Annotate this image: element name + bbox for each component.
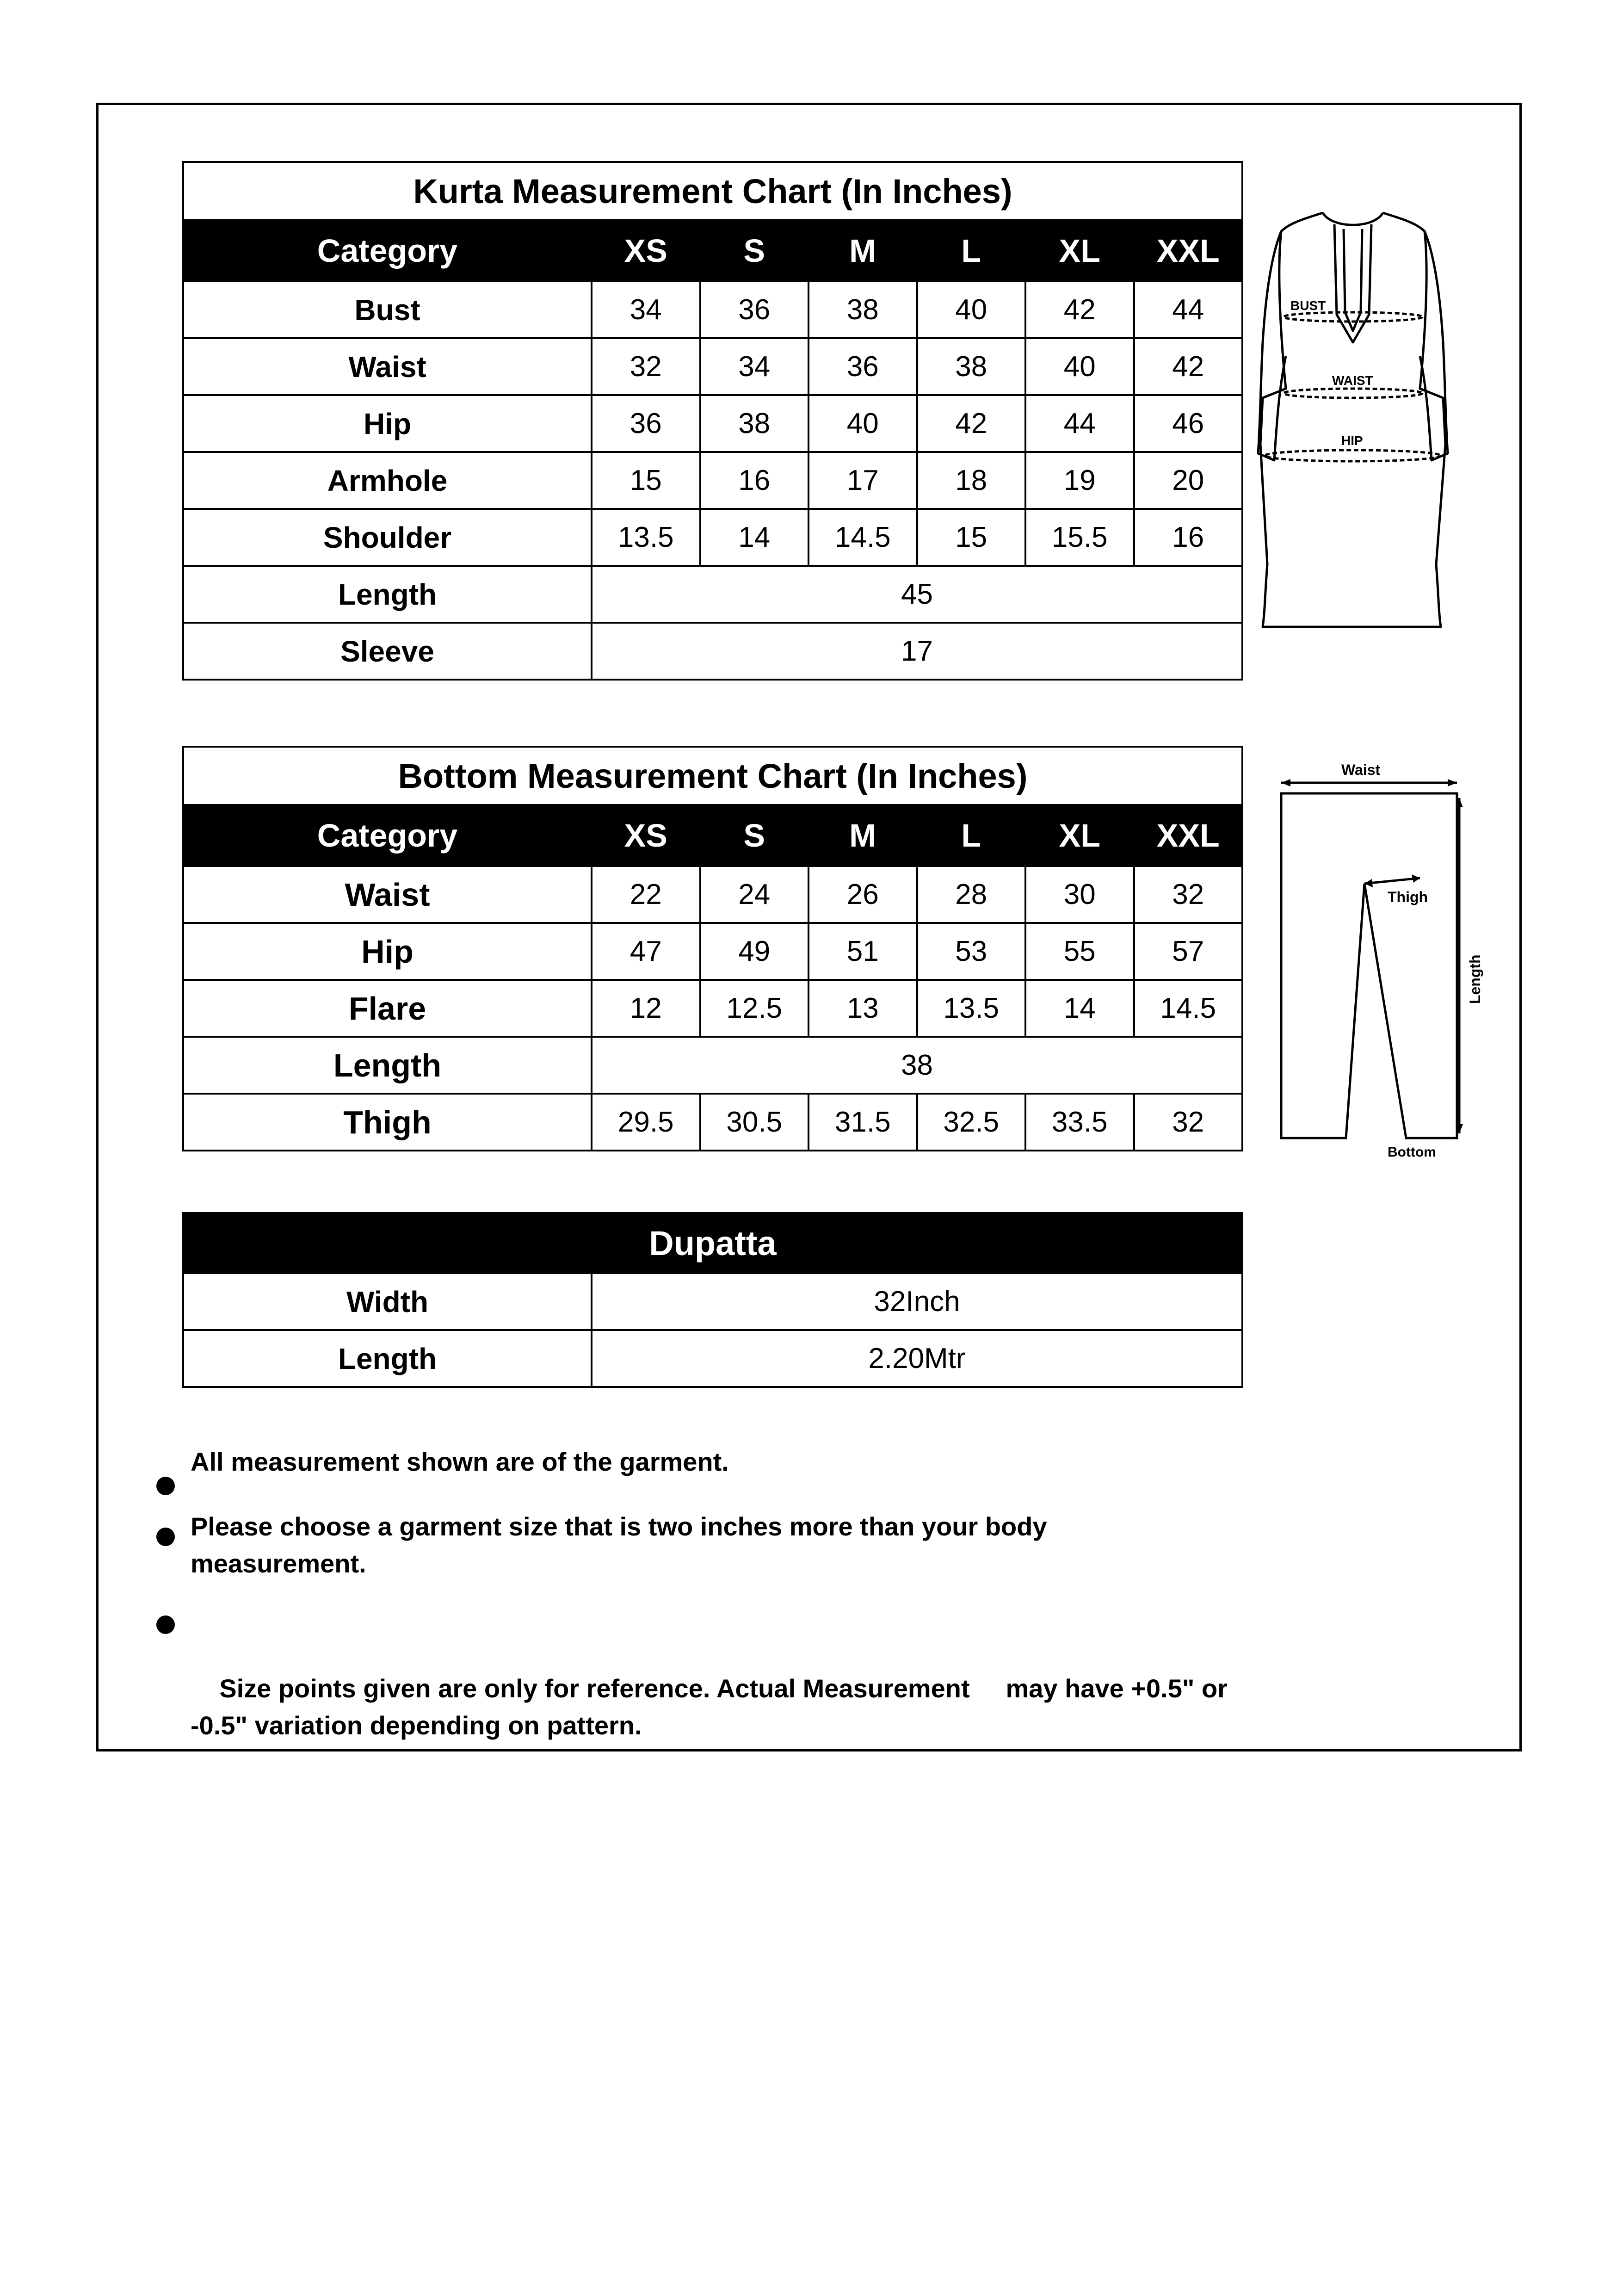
dupatta-title: Dupatta [183, 1213, 1242, 1273]
header-size: M [808, 220, 917, 281]
bullet-icon [156, 1477, 175, 1495]
bullet-icon [156, 1528, 175, 1546]
cell-value: 14.5 [1134, 980, 1243, 1037]
cell-value: 31.5 [808, 1094, 917, 1151]
header-size: XXL [1134, 805, 1243, 866]
header-size: XS [592, 220, 700, 281]
note-text: All measurement shown are of the garment. [191, 1447, 729, 1476]
cell-value: 42 [1025, 281, 1134, 338]
note-item [153, 1508, 1106, 1582]
cell-value: 33.5 [1025, 1094, 1134, 1151]
cell-value: 16 [1134, 509, 1243, 566]
cell-value: 32.5 [917, 1094, 1026, 1151]
table-row [183, 452, 1242, 509]
cell-value: 38 [592, 1037, 1242, 1094]
cell-value: 30 [1025, 866, 1134, 923]
row-label: Flare [183, 980, 592, 1037]
cell-value: 32Inch [592, 1273, 1242, 1330]
cell-value: 15.5 [1025, 509, 1134, 566]
header-category: Category [183, 220, 592, 281]
length-label: Length [1467, 954, 1483, 1004]
cell-value: 16 [700, 452, 809, 509]
cell-value: 12.5 [700, 980, 809, 1037]
cell-value: 26 [808, 866, 917, 923]
header-size: S [700, 220, 809, 281]
table-row [183, 338, 1242, 395]
cell-value: 40 [917, 281, 1026, 338]
cell-value: 28 [917, 866, 1026, 923]
cell-value: 40 [1025, 338, 1134, 395]
cell-value: 32 [1134, 1094, 1243, 1151]
cell-value: 29.5 [592, 1094, 700, 1151]
header-size: L [917, 805, 1026, 866]
cell-value: 14 [700, 509, 809, 566]
bottom-chart-title: Bottom Measurement Chart (In Inches) [183, 747, 1242, 805]
cell-value: 30.5 [700, 1094, 809, 1151]
cell-value: 24 [700, 866, 809, 923]
row-label: Length [183, 1037, 592, 1094]
table-row [183, 566, 1242, 623]
table-row [183, 1273, 1242, 1330]
row-label: Hip [183, 395, 592, 452]
cell-value: 34 [592, 281, 700, 338]
row-label: Hip [183, 923, 592, 980]
bottom-illustration [1267, 754, 1508, 1161]
row-label: Waist [183, 866, 592, 923]
table-row [183, 1330, 1242, 1387]
waist-label: Waist [1341, 761, 1381, 778]
row-label: Width [183, 1273, 592, 1330]
row-label: Length [183, 1330, 592, 1387]
table-row [183, 281, 1242, 338]
cell-value: 13 [808, 980, 917, 1037]
header-size: XS [592, 805, 700, 866]
cell-value: 57 [1134, 923, 1243, 980]
waist-label: WAIST [1332, 373, 1373, 388]
table-row [183, 1037, 1242, 1094]
table-row [183, 395, 1242, 452]
cell-value: 42 [1134, 338, 1243, 395]
cell-value: 34 [700, 338, 809, 395]
cell-value: 40 [808, 395, 917, 452]
bottom-measurement-table [182, 746, 1243, 1151]
dupatta-table [182, 1212, 1243, 1388]
cell-value: 38 [917, 338, 1026, 395]
cell-value: 12 [592, 980, 700, 1037]
cell-value: 22 [592, 866, 700, 923]
table-row [183, 623, 1242, 680]
cell-value: 42 [917, 395, 1026, 452]
row-label: Shoulder [183, 509, 592, 566]
table-row [183, 923, 1242, 980]
cell-value: 46 [1134, 395, 1243, 452]
kurta-chart-title: Kurta Measurement Chart (In Inches) [183, 162, 1242, 220]
row-label: Length [183, 566, 592, 623]
row-label: Sleeve [183, 623, 592, 680]
header-size: M [808, 805, 917, 866]
header-size: S [700, 805, 809, 866]
thigh-label: Thigh [1388, 889, 1428, 905]
header-size: XXL [1134, 220, 1243, 281]
cell-value: 53 [917, 923, 1026, 980]
row-label: Waist [183, 338, 592, 395]
cell-value: 51 [808, 923, 917, 980]
cell-value: 20 [1134, 452, 1243, 509]
kurta-illustration [1253, 204, 1457, 638]
header-size: XL [1025, 805, 1134, 866]
cell-value: 15 [917, 509, 1026, 566]
cell-value: 36 [700, 281, 809, 338]
cell-value: 32 [592, 338, 700, 395]
cell-value: 13.5 [917, 980, 1026, 1037]
hip-label: HIP [1341, 433, 1363, 448]
kurta-measurement-table [182, 161, 1243, 681]
cell-value: 49 [700, 923, 809, 980]
row-label: Armhole [183, 452, 592, 509]
cell-value: 14 [1025, 980, 1134, 1037]
cell-value: 17 [808, 452, 917, 509]
cell-value: 18 [917, 452, 1026, 509]
bullet-icon [156, 1615, 175, 1634]
cell-value: 55 [1025, 923, 1134, 980]
bottom-label: Bottom [1388, 1145, 1436, 1160]
note-text: Size points given are only for reference. Actual Measurement may have +0.5" or -0.5" variation depending on pattern. [191, 1674, 1235, 1740]
table-row [183, 1094, 1242, 1151]
bust-label: BUST [1290, 298, 1326, 313]
cell-value: 19 [1025, 452, 1134, 509]
note-item [153, 1596, 1273, 1781]
note-item [153, 1443, 1263, 1480]
row-label: Bust [183, 281, 592, 338]
cell-value: 36 [808, 338, 917, 395]
notes-list [153, 1443, 1263, 1809]
header-size: XL [1025, 220, 1134, 281]
table-row [183, 866, 1242, 923]
table-row [183, 980, 1242, 1037]
cell-value: 32 [1134, 866, 1243, 923]
cell-value: 17 [592, 623, 1242, 680]
cell-value: 44 [1025, 395, 1134, 452]
cell-value: 13.5 [592, 509, 700, 566]
cell-value: 2.20Mtr [592, 1330, 1242, 1387]
row-label: Thigh [183, 1094, 592, 1151]
cell-value: 14.5 [808, 509, 917, 566]
table-row [183, 509, 1242, 566]
cell-value: 15 [592, 452, 700, 509]
cell-value: 45 [592, 566, 1242, 623]
cell-value: 44 [1134, 281, 1243, 338]
cell-value: 38 [808, 281, 917, 338]
header-size: L [917, 220, 1026, 281]
cell-value: 47 [592, 923, 700, 980]
cell-value: 36 [592, 395, 700, 452]
cell-value: 38 [700, 395, 809, 452]
note-text: Please choose a garment size that is two inches more than your body measurement. [191, 1512, 1047, 1578]
header-category: Category [183, 805, 592, 866]
